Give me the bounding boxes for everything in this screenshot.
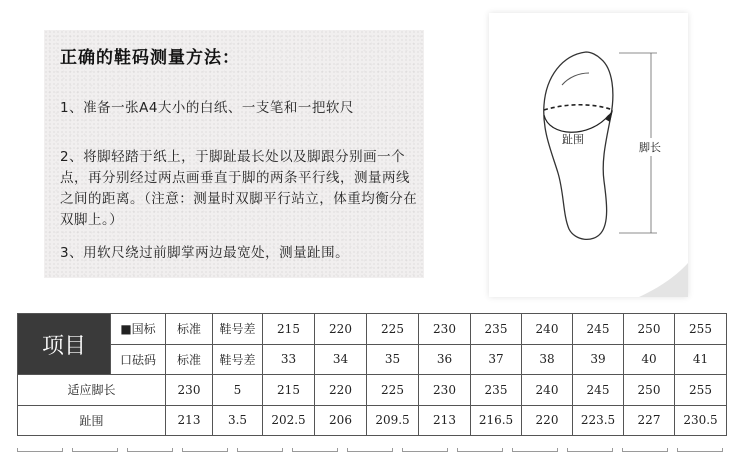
toe-crease [562, 73, 589, 85]
table-cell: 206 [315, 405, 367, 436]
size-diff-label: 鞋号差 [213, 314, 263, 345]
table-cell: 209.5 [367, 405, 419, 436]
page-curl [639, 263, 688, 297]
table-cell: 202.5 [263, 405, 315, 436]
table-cell: 213 [166, 405, 213, 436]
table-cell: 216.5 [471, 405, 522, 436]
size-chart-table [17, 313, 727, 436]
table-cell: 250 [624, 314, 675, 345]
table-cell: 40 [624, 344, 675, 375]
girth-arrow-curve [544, 115, 609, 132]
table-cell: 3.5 [213, 405, 263, 436]
girth-dashed-line [544, 105, 613, 110]
table-row [18, 375, 727, 406]
table-cell: 255 [675, 314, 727, 345]
table-row [18, 405, 727, 436]
foot-length-label: 适应脚长 [18, 375, 166, 406]
table-row [18, 314, 727, 345]
table-cell: 215 [263, 375, 315, 406]
table-cell: 34 [315, 344, 367, 375]
bottom-ruler-decoration [17, 448, 726, 454]
table-cell: 220 [522, 405, 573, 436]
table-cell: 225 [367, 314, 419, 345]
table-cell: 240 [522, 375, 573, 406]
instruction-step-1: 1、准备一张A4大小的白纸、一支笔和一把软尺 [60, 100, 354, 116]
table-cell: 225 [367, 375, 419, 406]
size-diff-label: 鞋号差 [213, 344, 263, 375]
girth-row-label: 趾围 [18, 405, 166, 436]
table-cell: 235 [471, 375, 522, 406]
table-cell: 227 [624, 405, 675, 436]
table-cell: 35 [367, 344, 419, 375]
table-row [18, 344, 727, 375]
table-cell: 33 [263, 344, 315, 375]
table-cell: 230.5 [675, 405, 727, 436]
table-cell: 41 [675, 344, 727, 375]
national-standard-label: ■国标 [111, 314, 166, 345]
instruction-step-2: 2、将脚轻踏于纸上，于脚趾最长处以及脚跟分别画一个点，再分别经过两点画垂直于脚的两条平行线，测量两线之间的距离。（注意：测量时双脚平行站立，体重均衡分在双脚上。） [60, 149, 418, 228]
table-cell: 223.5 [573, 405, 624, 436]
table-cell: 230 [419, 314, 471, 345]
table-cell: 5 [213, 375, 263, 406]
length-label: 脚长 [639, 138, 661, 156]
table-cell: 220 [315, 314, 367, 345]
table-cell: 220 [315, 375, 367, 406]
table-cell: 36 [419, 344, 471, 375]
table-cell: 38 [522, 344, 573, 375]
instruction-step-3: 3、用软尺绕过前脚掌两边最宽处，测量趾围。 [60, 245, 350, 261]
standard-label: 标准 [166, 314, 213, 345]
table-cell: 215 [263, 314, 315, 345]
table-cell: 213 [419, 405, 471, 436]
header-label: 项目 [18, 314, 111, 375]
table-cell: 245 [573, 375, 624, 406]
measurement-instructions [44, 30, 424, 278]
girth-arrowhead [605, 110, 613, 122]
girth-label: 趾围 [562, 133, 584, 146]
table-cell: 37 [471, 344, 522, 375]
instructions-title: 正确的鞋码测量方法： [60, 48, 240, 68]
table-cell: 230 [166, 375, 213, 406]
table-cell: 255 [675, 375, 727, 406]
table-cell: 230 [419, 375, 471, 406]
table-cell: 250 [624, 375, 675, 406]
chinese-size-label: 口砝码 [111, 344, 166, 375]
foot-diagram [489, 13, 688, 297]
table-cell: 235 [471, 314, 522, 345]
table-cell: 245 [573, 314, 624, 345]
standard-label: 标准 [166, 344, 213, 375]
table-cell: 240 [522, 314, 573, 345]
table-cell: 39 [573, 344, 624, 375]
